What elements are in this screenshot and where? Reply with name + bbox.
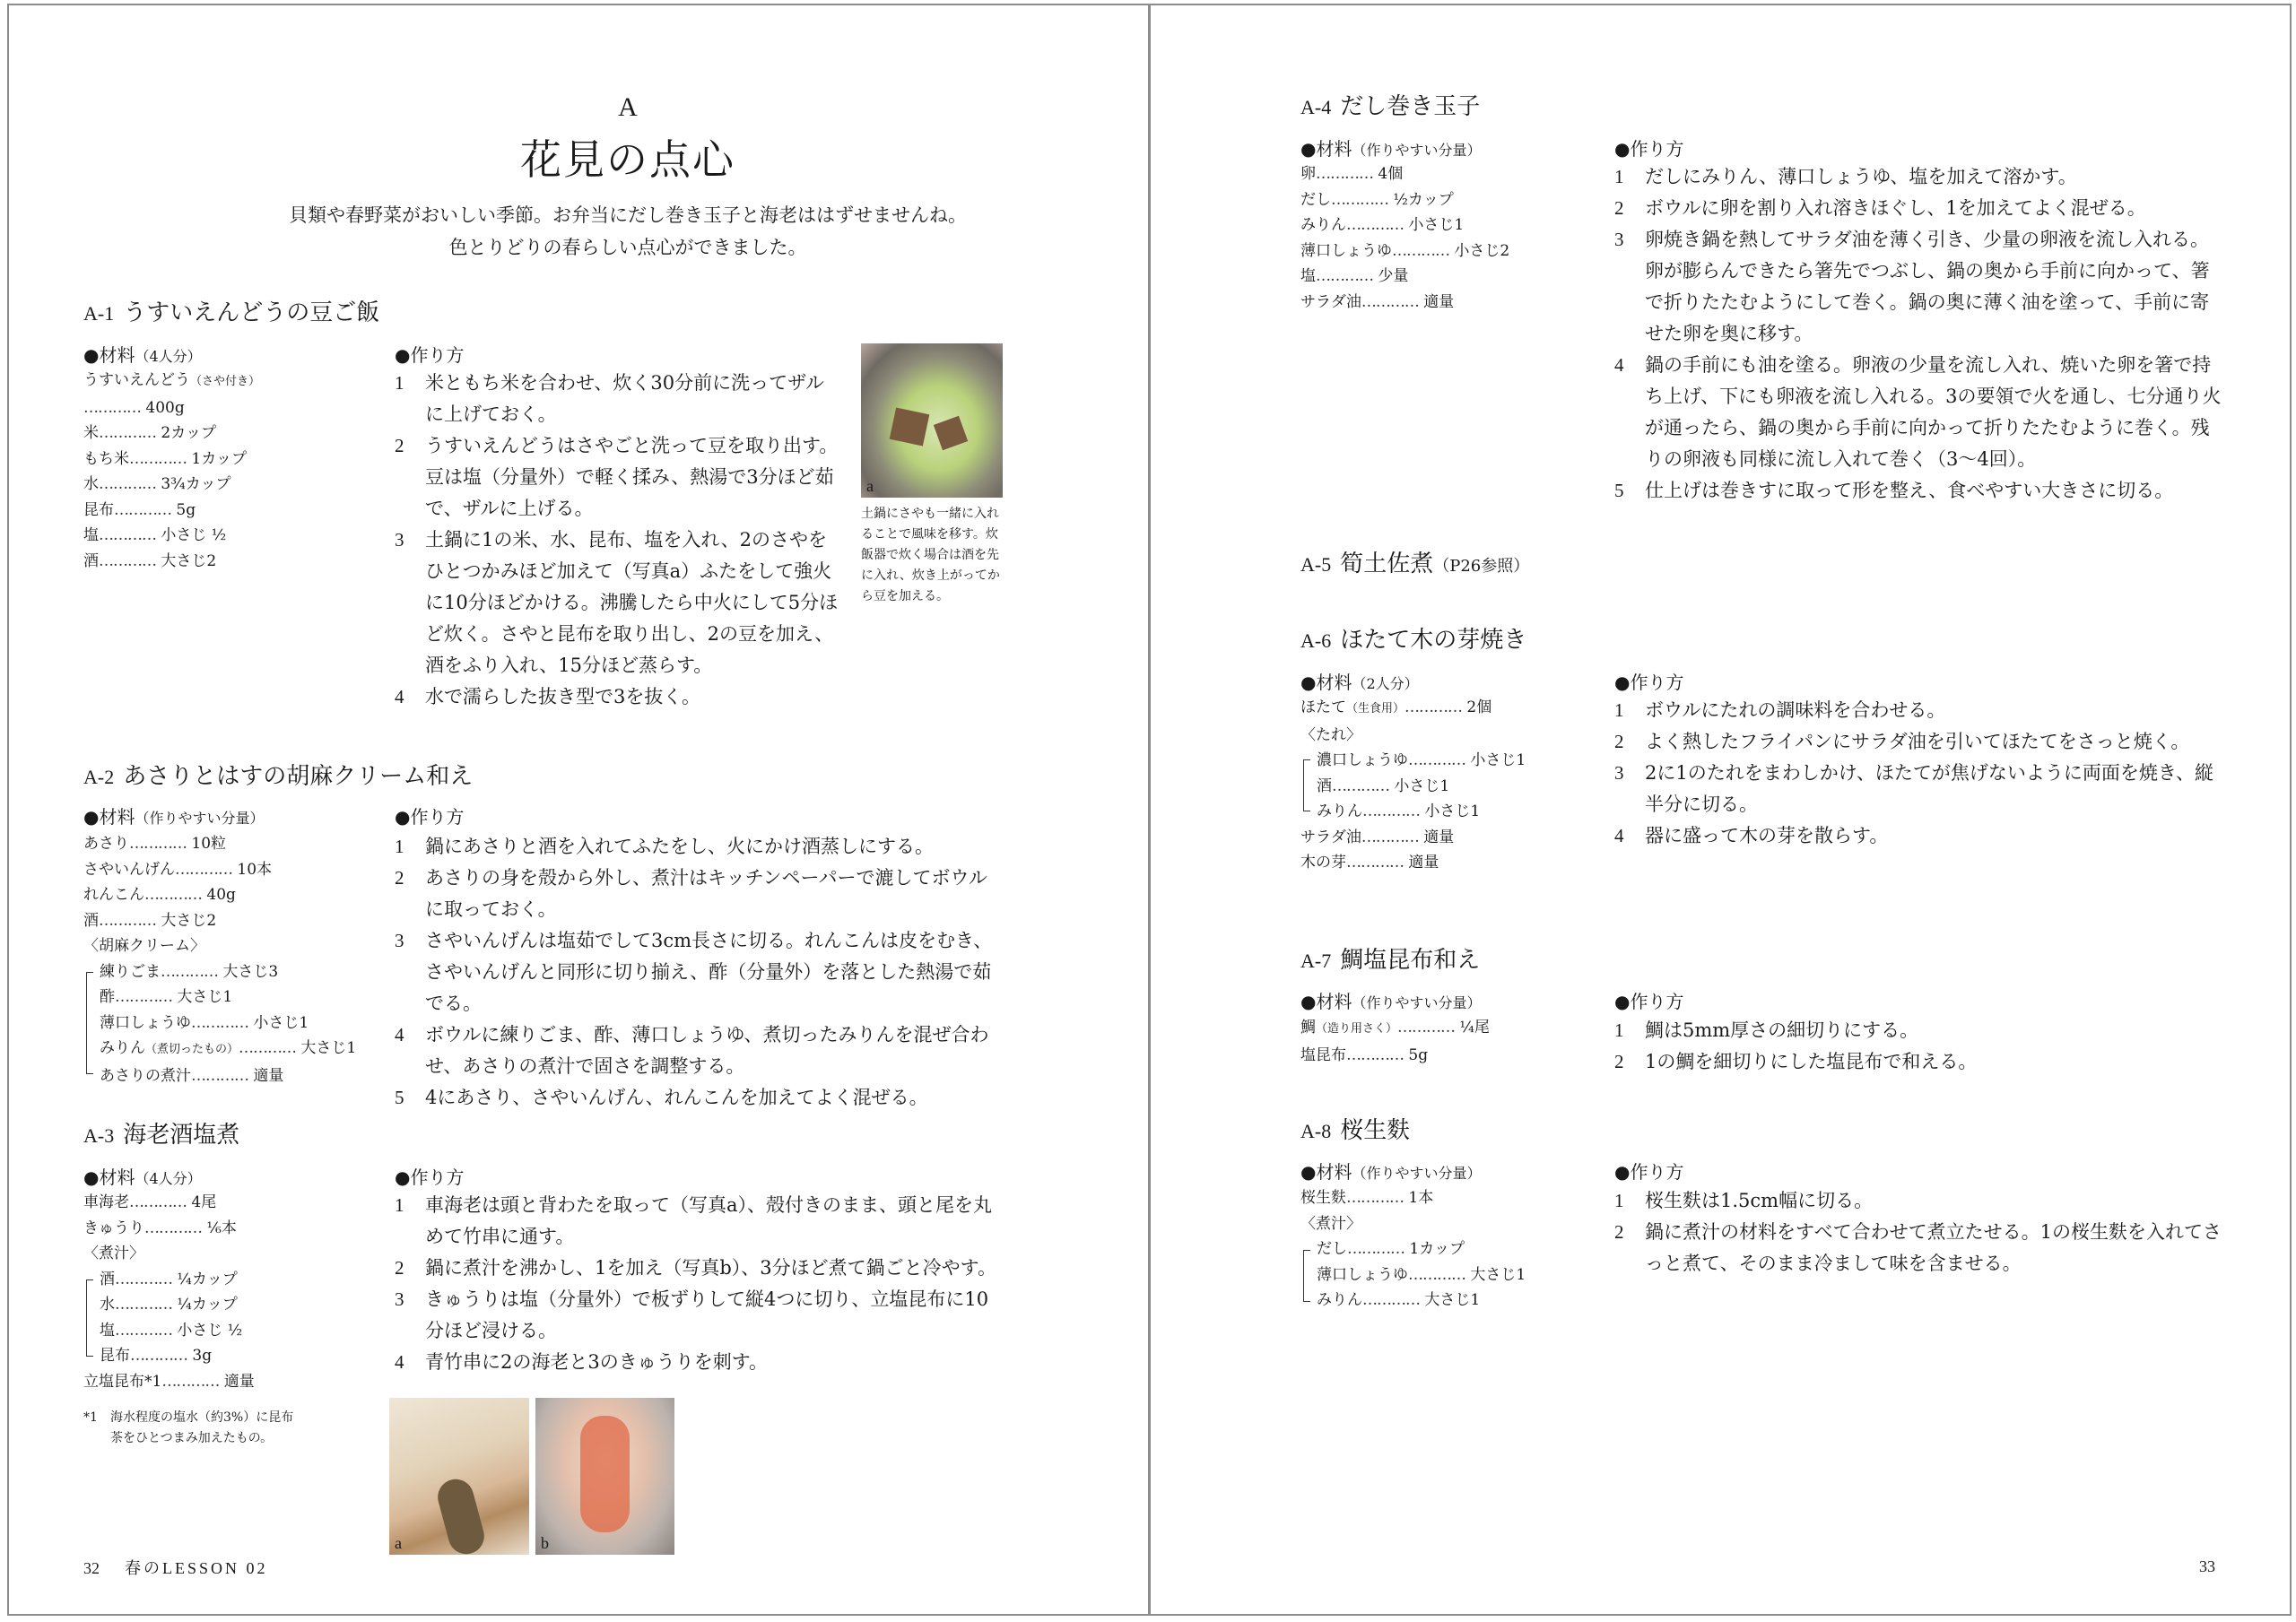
ingredient-list-a2 (83, 831, 356, 1089)
ingredient-item: 昆布………… 5g (83, 500, 196, 519)
ingredient-item: みりん………… 小さじ1 (1317, 802, 1481, 820)
ingredient-item: 濃口しょうゆ………… 小さじ1 (1317, 751, 1526, 769)
ingredient-item: 薄口しょうゆ………… 大さじ1 (1317, 1265, 1526, 1284)
method-step: 1 車海老は頭と背わたを取って（写真a）、殻付きのまま、頭と尾を丸めて竹串に通す。 (395, 1194, 993, 1247)
recipe-title: あさりとはすの胡麻クリーム和え (123, 763, 474, 790)
method-heading: ●作り方 (1614, 138, 1684, 160)
ingredient-item: 練りごま………… 大さじ3 (100, 962, 279, 981)
ingredient-item: うすいえんどう（さや付き） (83, 371, 261, 389)
ingredients-heading: ●材料（作りやすい分量） (1300, 991, 1482, 1012)
ingredient-item: きゅうり………… ⅙本 (83, 1219, 237, 1237)
ingredients-heading: ●材料（4人分） (83, 1167, 202, 1188)
photo-a3-prep-shrimp: a (389, 1398, 529, 1555)
method-step: 2 あさりの身を殻から外し、煮汁はキッチンペーパーで漉してボウルに取っておく。 (395, 867, 987, 920)
page-number: 33 (2199, 1557, 2215, 1575)
recipe-heading-a6: A-6 ほたて木の芽焼き (1300, 627, 1527, 654)
method-list-a4 (1614, 161, 2224, 507)
recipe-heading-a4: A-4 だし巻き玉子 (1300, 93, 1481, 120)
page-footer-left (83, 1556, 268, 1579)
method-heading: ●作り方 (1614, 991, 1684, 1012)
ingredients-heading: ●材料（2人分） (1300, 672, 1419, 693)
ingredient-list-a4 (1300, 161, 1509, 315)
footnote: *1 海水程度の塩水（約3%）に昆布茶をひとつまみ加えたもの。 (83, 1410, 294, 1445)
method-heading: ●作り方 (395, 806, 465, 828)
group-bracket (1303, 1250, 1310, 1302)
ingredient-item: 薄口しょうゆ………… 小さじ1 (100, 1013, 309, 1032)
method-list-a2 (395, 831, 1004, 1114)
ingredient-group-label: 〈たれ〉 (1300, 725, 1361, 744)
recipe-heading-a2: A-2 あさりとはすの胡麻クリーム和え (83, 763, 474, 790)
ingredient-item: 塩………… 少量 (1300, 267, 1409, 285)
method-step: 4 鍋の手前にも油を塗る。卵液の少量を流し入れ、焼いた卵を箸で持ち上げ、下にも卵液を流し入れる。3の要領で火を通し、七分通り火が通ったら、鍋の奥から手前に向かって折りたたむように巻く。残りの卵液も同様に流し入れて巻く（3〜4回）。 (1614, 354, 2222, 470)
ingredients-heading: ●材料（作りやすい分量） (1300, 138, 1482, 160)
method-step: 2 鍋に煮汁の材料をすべて合わせて煮立たせる。1の桜生麩を入れてさっと煮て、そのまま冷まして味を含ませる。 (1614, 1221, 2222, 1274)
ingredient-group-label: 〈煮汁〉 (83, 1245, 144, 1262)
ingredient-item: サラダ油………… 適量 (1300, 828, 1455, 846)
ingredient-list-a1 (83, 368, 260, 574)
ingredients-heading: ●材料（作りやすい分量） (1300, 1161, 1482, 1183)
ingredient-list-a8 (1300, 1185, 1526, 1314)
method-heading: ●作り方 (1614, 1161, 1684, 1183)
ingredient-item: だし………… ½カップ (1300, 190, 1454, 209)
recipe-title: ほたて木の芽焼き (1340, 627, 1527, 654)
ingredient-item: 卵………… 4個 (1300, 165, 1404, 183)
recipe-heading-a5: A-5 筍土佐煮（P26参照） (1300, 551, 1530, 577)
method-step: 3 2に1のたれをまわしかけ、ほたてが焦げないように両面を焼き、縦半分に切る。 (1614, 762, 2214, 815)
method-step: 3 さやいんげんは塩茹でして3cm長さに切る。れんこんは皮をむき、さやいんげんと同形に切り揃え、酢（分量外）を落とした熱湯で茹でる。 (395, 930, 993, 1014)
recipe-title: 桜生麩 (1340, 1117, 1411, 1144)
method-step: 3 土鍋に1の米、水、昆布、塩を入れ、2のさやをひとつかみほど加えて（写真a）ふたをして強火に10分ほどかける。沸騰したら中火にして5分ほど炊く。さやと昆布を取り出し、2の豆を加え、酒をふり入れ、15分ほど蒸らす。 (395, 529, 839, 676)
book-spine (1148, 4, 1151, 1616)
recipe-title: うすいえんどうの豆ご飯 (123, 299, 380, 326)
ingredient-list-a3 (83, 1190, 255, 1394)
ingredient-item: れんこん………… 40g (83, 886, 236, 904)
group-bracket (1303, 759, 1310, 811)
method-step: 4 水で濡らした抜き型で3を抜く。 (395, 686, 700, 707)
method-step: 1 桜生麩は1.5cm幅に切る。 (1614, 1190, 1874, 1211)
method-step: 1 鍋にあさりと酒を入れてふたをし、火にかけ酒蒸しにする。 (395, 836, 934, 857)
method-step: 5 4にあさり、さやいんげん、れんこんを加えてよく混ぜる。 (395, 1087, 928, 1108)
ingredient-item: 車海老………… 4尾 (83, 1193, 217, 1211)
method-step: 5 仕上げは巻きすに取って形を整え、食べやすい大きさに切る。 (1614, 480, 2174, 501)
ingredient-item: 酒………… 大さじ2 (83, 551, 217, 570)
chapter-letter: A (618, 92, 638, 122)
ingredients-heading: ●材料（4人分） (83, 344, 202, 366)
ingredient-item: ほたて（生食用）………… 2個 (1300, 698, 1492, 716)
recipe-title: だし巻き玉子 (1340, 93, 1481, 120)
method-step: 2 よく熱したフライパンにサラダ油を引いてほたてをさっと焼く。 (1614, 731, 2190, 752)
method-list-a8 (1614, 1185, 2224, 1279)
method-step: 2 うすいえんどうはさやごと洗って豆を取り出す。豆は塩（分量外）で軽く揉み、熱湯で3分ほど茹で、ザルに上げる。 (395, 435, 839, 519)
ingredient-item: みりん………… 小さじ1 (1300, 216, 1465, 234)
ingredient-item: さやいんげん………… 10本 (83, 860, 273, 879)
method-step: 1 米ともち米を合わせ、炊く30分前に洗ってザルに上げておく。 (395, 372, 825, 425)
photo-caption: 土鍋にさやも一緒に入れることで風味を移す。炊飯器で炊く場合は酒を先に入れ、炊き上がってから豆を加える。 (861, 507, 1000, 603)
ingredient-item: 薄口しょうゆ………… 小さじ2 (1300, 241, 1510, 260)
recipe-title: 鯛塩昆布和え (1340, 947, 1481, 974)
ingredient-list-a7 (1300, 1015, 1490, 1068)
intro-line: 貝類や春野菜がおいしい季節。お弁当にだし巻き玉子と海老ははずせませんね。 (289, 204, 967, 226)
ingredient-item: 酒………… ¼カップ (100, 1270, 238, 1288)
ingredient-group-label: 〈胡麻クリーム〉 (83, 937, 205, 955)
ingredient-item: 塩………… 小さじ ½ (83, 526, 227, 544)
ingredient-item: 昆布………… 3g (100, 1347, 213, 1365)
page-reference: （P26参照） (1433, 557, 1530, 576)
ingredient-item: 米………… 2カップ (83, 424, 217, 442)
ingredient-item: 塩昆布………… 5g (1300, 1045, 1429, 1064)
method-heading: ●作り方 (1614, 672, 1684, 693)
ingredient-item: みりん（煮切ったもの）………… 大さじ1 (100, 1039, 357, 1057)
chapter-intro (135, 199, 1121, 264)
group-bracket (86, 1279, 93, 1357)
method-step: 4 青竹串に2の海老と3のきゅうりを刺す。 (395, 1351, 769, 1373)
ingredient-item: だし………… 1カップ (1317, 1240, 1465, 1258)
ingredient-item: 鯛（造り用さく）………… ¼尾 (1300, 1019, 1490, 1037)
ingredient-item: 酒………… 小さじ1 (1317, 776, 1450, 795)
ingredient-item: もち米………… 1カップ (83, 449, 248, 468)
method-step: 4 ボウルに練りごま、酢、薄口しょうゆ、煮切ったみりんを混ぜ合わせ、あさりの煮汁で固さを調整する。 (395, 1024, 989, 1077)
ingredient-item: 水………… ¼カップ (100, 1296, 238, 1314)
photo-a3-boiling-shrimp: b (535, 1398, 674, 1555)
method-heading: ●作り方 (395, 1167, 465, 1188)
ingredient-item: みりん………… 大さじ1 (1317, 1291, 1481, 1309)
method-step: 2 1の鯛を細切りにした塩昆布で和える。 (1614, 1051, 1978, 1072)
recipe-title: 海老酒塩煮 (123, 1122, 240, 1149)
method-list-a7 (1614, 1015, 2224, 1078)
intro-line: 色とりどりの春らしい点心ができました。 (448, 237, 807, 258)
ingredient-item: ………… 400g (83, 398, 185, 417)
ingredient-item: あさりの煮汁………… 適量 (100, 1066, 284, 1085)
lesson-label: 春のLESSON 02 (125, 1559, 268, 1577)
method-step: 1 だしにみりん、薄口しょうゆ、塩を加えて溶かす。 (1614, 166, 2077, 187)
ingredients-heading: ●材料（作りやすい分量） (83, 806, 265, 828)
method-step: 4 器に盛って木の芽を散らす。 (1614, 825, 1889, 846)
method-step: 1 ボウルにたれの調味料を合わせる。 (1614, 699, 1946, 721)
method-step: 3 きゅうりは塩（分量外）で板ずりして縦4つに切り、立塩昆布に10分ほど浸ける。 (395, 1288, 989, 1341)
page-number: 32 (83, 1559, 100, 1577)
ingredient-item: 立塩昆布*1………… 適量 (83, 1372, 255, 1391)
recipe-title: 筍土佐煮 (1340, 551, 1434, 577)
method-step: 1 鯛は5mm厚さの細切りにする。 (1614, 1019, 1919, 1041)
page-footer-right (2199, 1557, 2215, 1576)
ingredient-item: 酒………… 大さじ2 (83, 911, 217, 930)
recipe-heading-a7: A-7 鯛塩昆布和え (1300, 947, 1481, 974)
method-step: 2 ボウルに卵を割り入れ溶きほぐし、1を加えてよく混ぜる。 (1614, 197, 2146, 219)
ingredient-item: 水………… 3¾カップ (83, 475, 231, 493)
recipe-heading-a1: A-1 うすいえんどうの豆ご飯 (83, 299, 380, 326)
method-list-a3 (395, 1190, 1004, 1378)
group-bracket (86, 972, 93, 1074)
ingredient-item: あさり………… 10粒 (83, 835, 227, 853)
ingredient-item: 酢………… 大さじ1 (100, 988, 233, 1006)
ingredient-item: 木の芽………… 適量 (1300, 854, 1439, 872)
method-step: 3 卵焼き鍋を熱してサラダ油を薄く引き、少量の卵液を流し入れる。卵が膨らんできたら箸先でつぶし、鍋の奥から手前に向かって、箸で折りたたむようにして巻く。鍋の奥に薄く油を塗って、手前に寄せた卵を奥に移す。 (1614, 229, 2210, 344)
method-step: 2 鍋に煮汁を沸かし、1を加え（写真b）、3分ほど煮て鍋ごと冷やす。 (395, 1257, 996, 1279)
method-list-a1 (395, 368, 843, 713)
ingredient-group-label: 〈煮汁〉 (1300, 1214, 1361, 1233)
method-heading: ●作り方 (395, 344, 465, 366)
recipe-heading-a8: A-8 桜生麩 (1300, 1117, 1411, 1144)
recipe-heading-a3: A-3 海老酒塩煮 (83, 1122, 240, 1149)
chapter-title: 花見の点心 (520, 135, 735, 184)
method-list-a6 (1614, 695, 2224, 852)
ingredient-item: サラダ油………… 適量 (1300, 292, 1455, 311)
ingredient-item: 塩………… 小さじ ½ (100, 1321, 243, 1340)
photo-a1-donabe: a (861, 343, 1003, 498)
ingredient-list-a6 (1300, 695, 1526, 876)
ingredient-item: 桜生麩………… 1本 (1300, 1189, 1434, 1207)
